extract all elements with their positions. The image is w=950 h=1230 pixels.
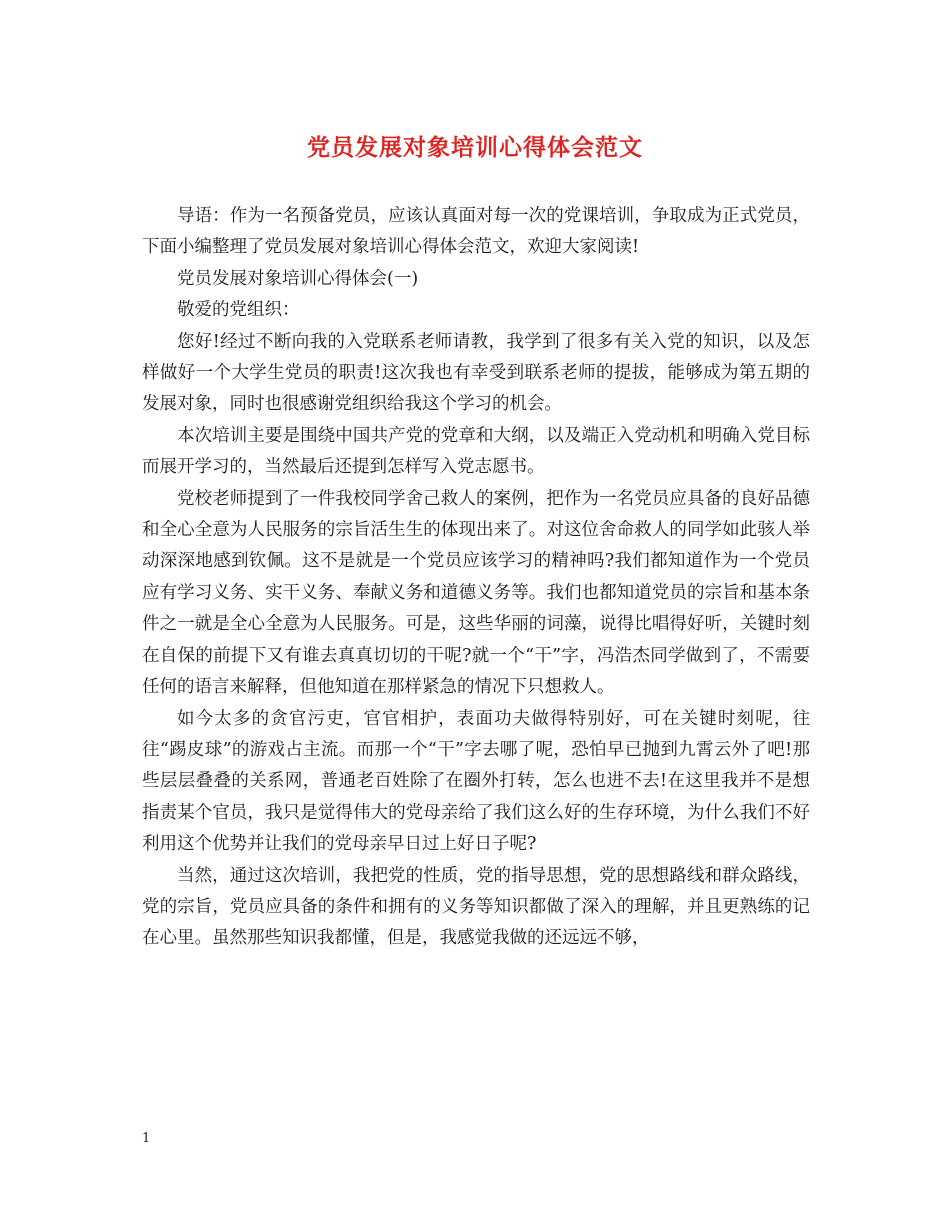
body-paragraph: 您好!经过不断向我的入党联系老师请教，我学到了很多有关入党的知识，以及怎样做好一个大学生党员的职责!这次我也有幸受到联系老师的提拔，能够成为第五期的发展对象，同时也很感谢党组织给我这个学习的机会。 bbox=[142, 331, 810, 415]
body-paragraph: 当然，通过这次培训，我把党的性质，党的指导思想，党的思想路线和群众路线，党的宗旨，党员应具备的条件和拥有的义务等知识都做了深入的理解，并且更熟练的记在心里。虽然那些知识我都懂，但是，我感觉我做的还远远不够， bbox=[142, 865, 810, 949]
page-number: 1 bbox=[142, 1131, 151, 1146]
body-paragraph: 党校老师提到了一件我校同学舍己救人的案例，把作为一名党员应具备的良好品德和全心全意为人民服务的宗旨活生生的体现出来了。对这位舍命救人的同学如此骇人举动深深地感到钦佩。这不是就是一个党员应该学习的精神吗?我们都知道作为一个党员应有学习义务、实干义务、奉献义务和道德义务等。我们也都知道党员的宗旨和基本条件之一就是全心全意为人民服务。可是，这些华丽的词藻，说得比唱得好听，关键时刻在自保的前提下又有谁去真真切切的干呢?就一个“干”字，冯浩杰同学做到了，不需要任何的语言来解释，但他知道在那样紧急的情况下只想救人。 bbox=[142, 488, 810, 698]
body-paragraph: 本次培训主要是围绕中国共产党的党章和大纲，以及端正入党动机和明确入党目标而展开学习的，当然最后还提到怎样写入党志愿书。 bbox=[142, 425, 810, 478]
salutation: 敬爱的党组织： bbox=[177, 300, 300, 321]
body-paragraph: 如今太多的贪官污吏，官官相护，表面功夫做得特别好，可在关键时刻呢，往往“踢皮球”的游戏占主流。而那一个“干”字去哪了呢，恐怕早已抛到九霄云外了吧!那些层层叠叠的关系网，普通老百姓除了在圈外打转，怎么也进不去!在这里我并不是想指责某个官员，我只是觉得伟大的党母亲给了我们这么好的生存环境，为什么我们不好利用这个优势并让我们的党母亲早日过上好日子呢? bbox=[142, 708, 810, 855]
document-title: 党员发展对象培训心得体会范文 bbox=[307, 134, 643, 161]
section-heading: 党员发展对象培训心得体会(一) bbox=[177, 268, 419, 289]
document-body bbox=[142, 201, 810, 955]
intro-paragraph: 导语：作为一名预备党员，应该认真面对每一次的党课培训，争取成为正式党员，下面小编整理了党员发展对象培训心得体会范文，欢迎大家阅读! bbox=[142, 206, 810, 258]
